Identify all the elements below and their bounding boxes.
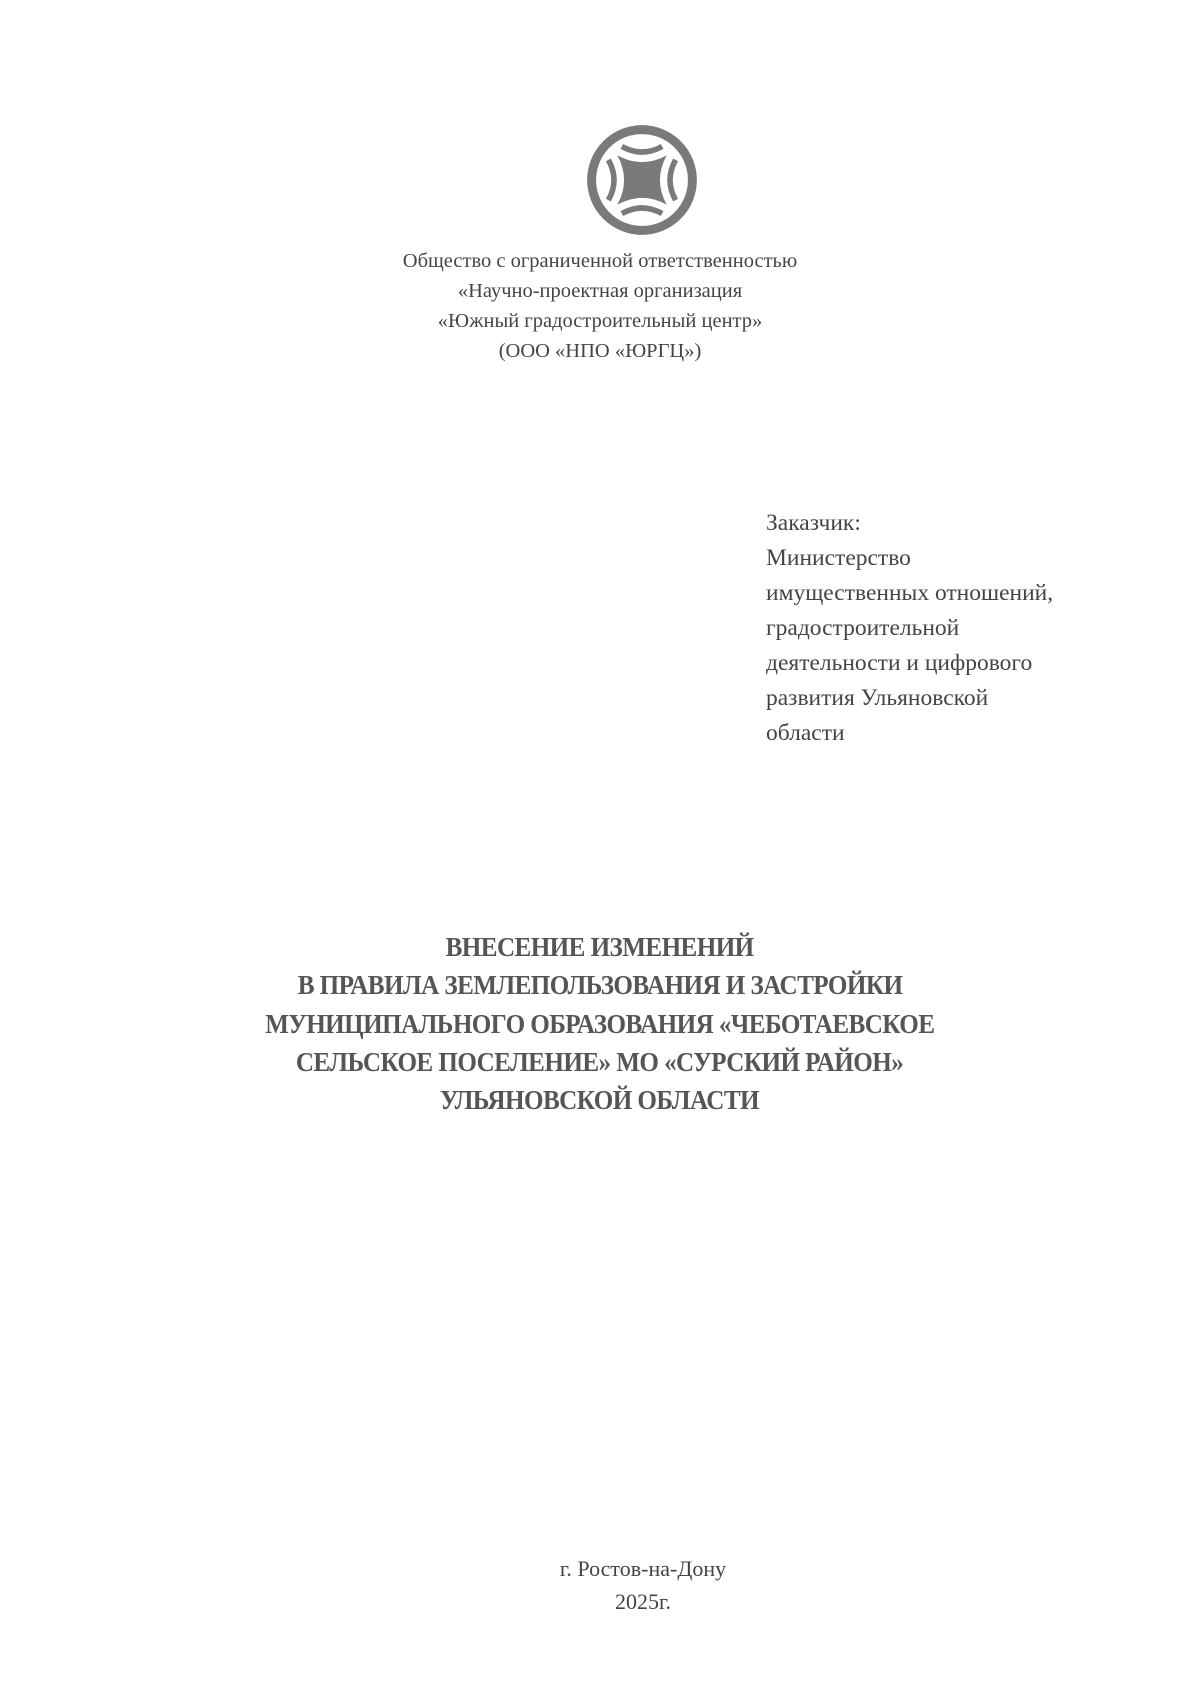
footer-city: г. Ростов-на-Дону [559,1556,727,1581]
document-title-line [0,1085,1200,1116]
title-text: ВНЕСЕНИЕ ИЗМЕНЕНИЙ [445,932,755,962]
footer-year: 2025г. [614,1589,672,1614]
customer-line: градостроительной [766,615,960,641]
customer-line: области [766,720,845,746]
document-title-line [0,1009,1200,1040]
customer-line: Министерство [766,545,911,571]
organization-line: «Южный градостроительный центр» [437,310,763,332]
customer-block [766,506,1053,751]
title-text: В ПРАВИЛА ЗЕМЛЕПОЛЬЗОВАНИЯ И ЗАСТРОЙКИ [297,970,903,1000]
document-title-line [0,932,1200,963]
title-text: СЕЛЬСКОЕ ПОСЕЛЕНИЕ» МО «СУРСКИЙ РАЙОН» [296,1047,904,1077]
title-text: МУНИЦИПАЛЬНОГО ОБРАЗОВАНИЯ «ЧЕБОТАЕВСКОЕ [265,1009,935,1039]
document-title-line [0,970,1200,1001]
title-text: УЛЬЯНОВСКОЙ ОБЛАСТИ [440,1085,760,1115]
company-logo-icon [586,124,698,236]
organization-line: (ООО «НПО «ЮРГЦ») [498,340,702,362]
organization-line: «Научно-проектная организация [457,280,743,302]
document-title-line [0,1047,1200,1078]
customer-label: Заказчик: [766,510,861,536]
customer-line: деятельности и цифрового [766,650,1033,676]
customer-line: имущественных отношений, [766,580,1054,606]
customer-line: развития Ульяновской [766,685,989,711]
organization-line: Общество с ограниченной ответственностью [402,250,798,272]
